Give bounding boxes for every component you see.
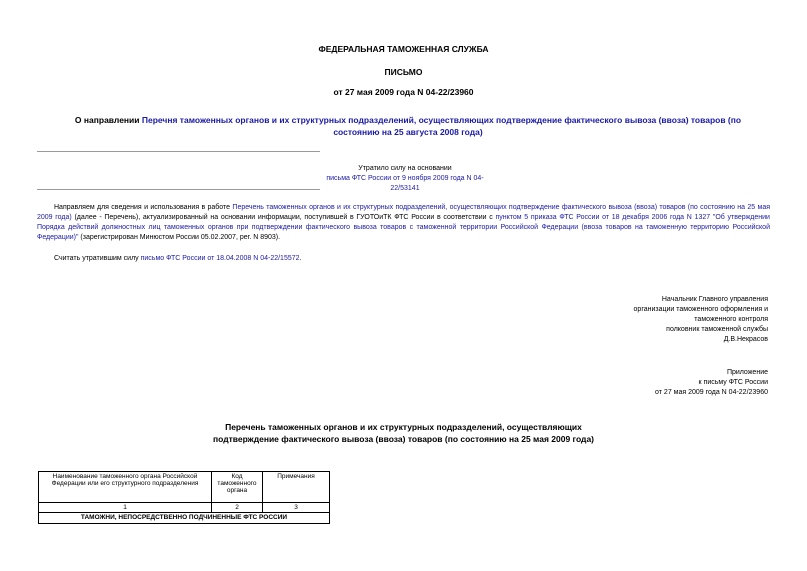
signature-line: таможенного контроля — [694, 316, 768, 323]
doc-date-number: от 27 мая 2009 года N 04-22/23960 — [333, 87, 474, 97]
signature-line: Начальник Главного управления — [661, 296, 768, 303]
table-cell: 2 — [212, 503, 263, 513]
order-link[interactable]: пунктом 5 приказа ФТС России от 18 декабря 2006 года N 1327 "Об утверждении Порядка действий должностных лиц таможенных органов при подтверждении фактического вывоза товаров с таможенной территории Российской Федерации (ввоза товаров на таможенную территорию Российской Федерации)" — [37, 214, 770, 241]
list-link[interactable]: Перечень таможенных органов и их структурных подразделений, осуществляющих подтверждение фактического вывоза (ввоза) товаров (по состоянию на 25 мая 2009 года) — [37, 204, 771, 221]
expired-note-link[interactable]: письма ФТС России от 9 ноября 2009 года N 04-22/53141 — [326, 175, 484, 192]
divider — [37, 189, 320, 190]
list-title-line: Перечень таможенных органов и их структурных подразделений, осуществляющих — [225, 422, 582, 432]
body-text: Считать утратившим силу — [54, 255, 141, 262]
table-header-cell: Наименование таможенного органа Российской Федерации или его структурного подразделения — [39, 472, 212, 503]
doc-type: ПИСЬМО — [384, 67, 423, 77]
table-cell: 1 — [39, 503, 212, 513]
agency-title: ФЕДЕРАЛЬНАЯ ТАМОЖЕННАЯ СЛУЖБА — [318, 44, 489, 54]
appendix-line: к письму ФТС России — [698, 379, 768, 386]
table-header-cell: Код таможенного органа — [212, 472, 263, 503]
body-text: . — [299, 255, 302, 262]
signature-name: Д.В.Некрасов — [723, 336, 768, 343]
divider — [37, 151, 320, 152]
subject-link[interactable]: Перечня таможенных органов и их структурных подразделений, осуществляющих подтверждение фактического вывоза (ввоза) товаров (по состоянию на 25 августа 2008 года) — [141, 115, 742, 137]
body-text: (далее - Перечень), актуализированный на основании информации, поступившей в ГУОТОиТК ФТС России в соответствии с — [71, 214, 496, 221]
table-row — [39, 513, 330, 524]
appendix-line: от 27 мая 2009 года N 04-22/23960 — [655, 389, 768, 396]
customs-table — [38, 471, 330, 524]
table-cell: 3 — [263, 503, 330, 513]
table-row — [39, 503, 330, 513]
appendix-line: Приложение — [726, 369, 768, 376]
subject-prefix: О направлении — [74, 115, 142, 125]
signature-block — [520, 295, 768, 345]
table-section-heading: ТАМОЖНИ, НЕПОСРЕДСТВЕННО ПОДЧИНЕННЫЕ ФТС РОССИИ — [39, 513, 330, 524]
subject — [52, 114, 764, 138]
body-paragraph-1 — [37, 203, 770, 243]
list-title — [0, 421, 807, 445]
revoked-letter-link[interactable]: письмо ФТС России от 18.04.2008 N 04-22/15572 — [140, 255, 300, 262]
body-text: (зарегистрирован Минюстом России 05.02.2007, рег. N 8903). — [78, 234, 281, 241]
appendix-block — [520, 368, 768, 398]
signature-line: полковник таможенной службы — [666, 326, 768, 333]
expired-note-text: Утратило силу на основании — [358, 165, 452, 172]
list-title-line: подтверждение фактического вывоза (ввоза) товаров (по состоянию на 25 мая 2009 года) — [212, 434, 595, 444]
expired-note — [320, 164, 490, 194]
signature-line: организации таможенного оформления и — [633, 306, 768, 313]
table-header-cell: Примечания — [263, 472, 330, 503]
table-header-row — [39, 472, 330, 503]
body-text: Направляем для сведения и использования в работе — [54, 204, 233, 211]
body-paragraph-2 — [54, 254, 654, 264]
